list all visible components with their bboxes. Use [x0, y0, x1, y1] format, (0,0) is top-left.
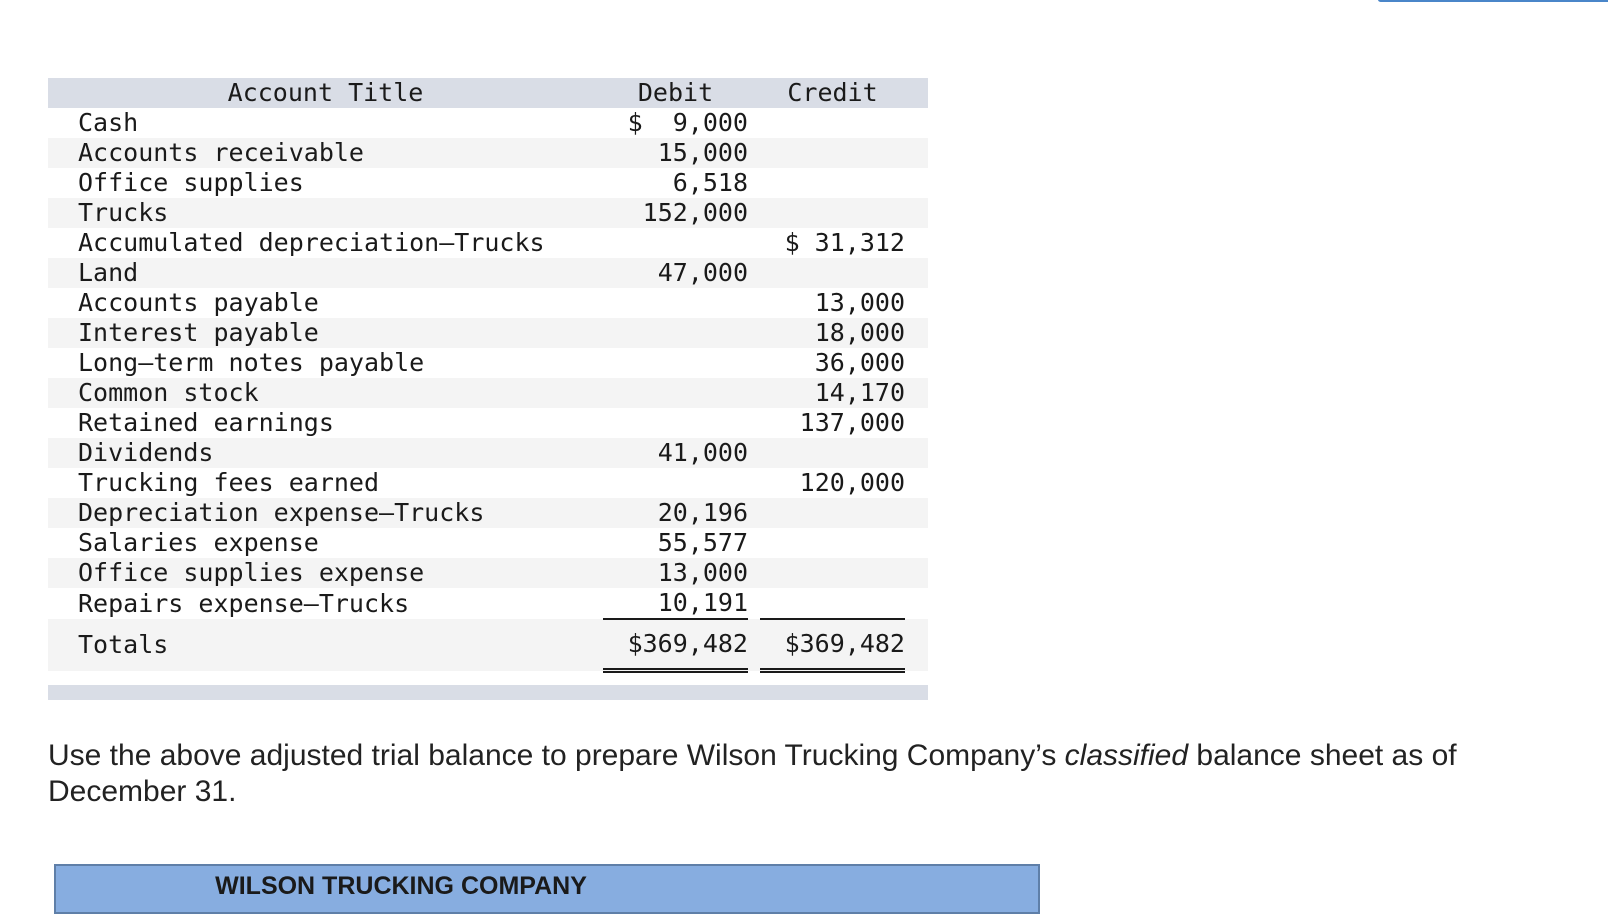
- table-row: [48, 198, 928, 228]
- instruction-text-before: Use the above adjusted trial balance to prepare Wilson Trucking Company’s: [48, 739, 1065, 772]
- debit-cell: 15,000: [603, 138, 748, 168]
- account-title-cell: Dividends: [48, 438, 603, 468]
- debit-cell: [603, 378, 748, 408]
- credit-cell: [760, 138, 905, 168]
- debit-cell: [603, 408, 748, 438]
- debit-cell: 10,191: [603, 588, 748, 619]
- account-title-cell: Accounts payable: [48, 288, 603, 318]
- row-pad: [905, 408, 928, 438]
- row-pad: [905, 168, 928, 198]
- debit-cell: [603, 288, 748, 318]
- credit-cell: 36,000: [760, 348, 905, 378]
- account-title-cell: Depreciation expense—Trucks: [48, 498, 603, 528]
- row-gap: [748, 228, 760, 258]
- row-pad: [905, 528, 928, 558]
- account-title-cell: Land: [48, 258, 603, 288]
- table-row: [48, 108, 928, 138]
- debit-cell: [603, 228, 748, 258]
- credit-cell: [760, 528, 905, 558]
- totals-gap: [748, 619, 760, 671]
- row-pad: [905, 468, 928, 498]
- row-pad: [905, 198, 928, 228]
- row-pad: [905, 138, 928, 168]
- row-pad: [905, 378, 928, 408]
- credit-cell: [760, 438, 905, 468]
- account-title-cell: Salaries expense: [48, 528, 603, 558]
- row-gap: [748, 468, 760, 498]
- trial-balance-body: [48, 108, 928, 671]
- table-row: [48, 258, 928, 288]
- debit-cell: [603, 468, 748, 498]
- table-row: [48, 348, 928, 378]
- totals-pad: [905, 619, 928, 671]
- instruction-text: [48, 738, 1558, 810]
- table-row: [48, 558, 928, 588]
- row-gap: [748, 108, 760, 138]
- debit-cell: 6,518: [603, 168, 748, 198]
- debit-cell: 152,000: [603, 198, 748, 228]
- row-pad: [905, 558, 928, 588]
- debit-cell: 55,577: [603, 528, 748, 558]
- credit-cell: [760, 558, 905, 588]
- credit-cell: 120,000: [760, 468, 905, 498]
- instruction-text-emphasis: classified: [1064, 739, 1189, 772]
- trial-balance-footer-bar: [48, 685, 928, 700]
- credit-cell: $ 31,312: [760, 228, 905, 258]
- row-gap: [748, 528, 760, 558]
- credit-cell: [760, 108, 905, 138]
- row-pad: [905, 318, 928, 348]
- account-title-header: Account Title: [48, 78, 603, 108]
- table-row: [48, 288, 928, 318]
- table-row: [48, 408, 928, 438]
- row-pad: [905, 288, 928, 318]
- debit-header: Debit: [603, 78, 748, 108]
- account-title-cell: Office supplies: [48, 168, 603, 198]
- row-gap: [748, 498, 760, 528]
- trial-balance-header-row: [48, 78, 928, 108]
- row-gap: [748, 348, 760, 378]
- account-title-cell: Repairs expense—Trucks: [48, 588, 603, 619]
- instruction-text-after: balance sheet as of December 31.: [48, 739, 1457, 808]
- row-gap: [748, 258, 760, 288]
- credit-cell: [760, 498, 905, 528]
- header-gap: [748, 78, 760, 108]
- trial-balance: [48, 78, 928, 700]
- row-pad: [905, 588, 928, 619]
- totals-debit: $369,482: [603, 619, 748, 671]
- table-row: [48, 318, 928, 348]
- debit-cell: 47,000: [603, 258, 748, 288]
- row-pad: [905, 228, 928, 258]
- debit-cell: [603, 348, 748, 378]
- credit-cell: 137,000: [760, 408, 905, 438]
- row-gap: [748, 288, 760, 318]
- row-pad: [905, 108, 928, 138]
- row-gap: [748, 558, 760, 588]
- table-row: [48, 468, 928, 498]
- table-row: [48, 168, 928, 198]
- account-title-cell: Office supplies expense: [48, 558, 603, 588]
- row-pad: [905, 498, 928, 528]
- account-title-cell: Cash: [48, 108, 603, 138]
- row-gap: [748, 138, 760, 168]
- credit-header: Credit: [760, 78, 905, 108]
- row-gap: [748, 318, 760, 348]
- totals-credit: $369,482: [760, 619, 905, 671]
- account-title-cell: Long—term notes payable: [48, 348, 603, 378]
- account-title-cell: Common stock: [48, 378, 603, 408]
- balance-sheet-header: [54, 864, 1040, 914]
- table-row: [48, 438, 928, 468]
- debit-cell: $ 9,000: [603, 108, 748, 138]
- totals-row: [48, 619, 928, 671]
- row-gap: [748, 408, 760, 438]
- row-gap: [748, 378, 760, 408]
- credit-cell: 18,000: [760, 318, 905, 348]
- totals-label: Totals: [48, 619, 603, 671]
- table-row: [48, 528, 928, 558]
- row-gap: [748, 168, 760, 198]
- credit-cell: 13,000: [760, 288, 905, 318]
- debit-cell: [603, 318, 748, 348]
- account-title-cell: Interest payable: [48, 318, 603, 348]
- table-row: [48, 498, 928, 528]
- row-pad: [905, 258, 928, 288]
- table-row: [48, 228, 928, 258]
- table-row: [48, 588, 928, 619]
- account-title-cell: Trucks: [48, 198, 603, 228]
- credit-cell: 14,170: [760, 378, 905, 408]
- table-row: [48, 378, 928, 408]
- credit-cell: [760, 168, 905, 198]
- debit-cell: 20,196: [603, 498, 748, 528]
- account-title-cell: Accounts receivable: [48, 138, 603, 168]
- row-gap: [748, 588, 760, 619]
- header-pad: [905, 78, 928, 108]
- trial-balance-table: [48, 78, 928, 673]
- table-row: [48, 138, 928, 168]
- credit-cell: [760, 588, 905, 619]
- debit-cell: 41,000: [603, 438, 748, 468]
- credit-cell: [760, 258, 905, 288]
- account-title-cell: Accumulated depreciation—Trucks: [48, 228, 603, 258]
- credit-cell: [760, 198, 905, 228]
- account-title-cell: Retained earnings: [48, 408, 603, 438]
- debit-cell: 13,000: [603, 558, 748, 588]
- balance-sheet-company-name: WILSON TRUCKING COMPANY: [215, 872, 587, 900]
- top-accent-bar: [1378, 0, 1608, 2]
- row-pad: [905, 438, 928, 468]
- row-pad: [905, 348, 928, 378]
- row-gap: [748, 438, 760, 468]
- account-title-cell: Trucking fees earned: [48, 468, 603, 498]
- row-gap: [748, 198, 760, 228]
